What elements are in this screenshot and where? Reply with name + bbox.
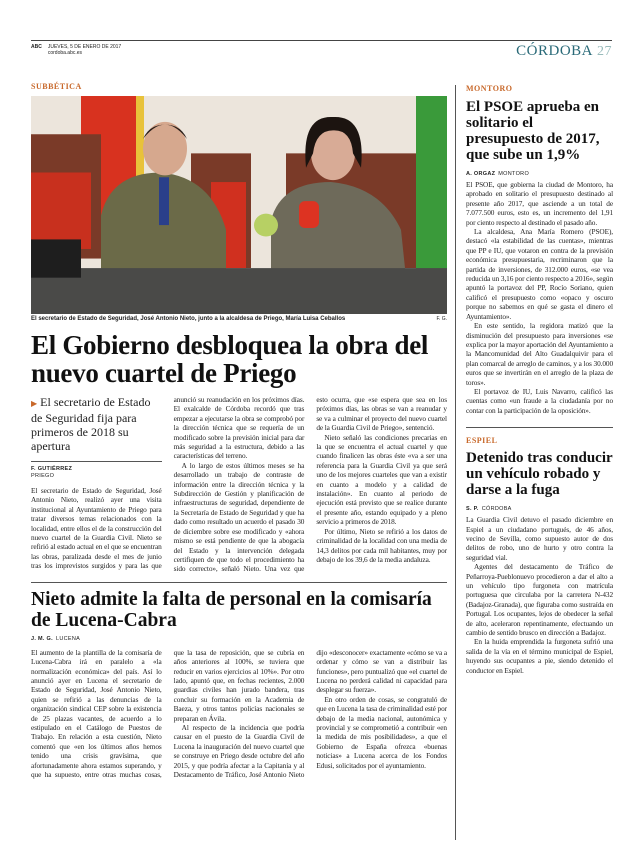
brand: ABC bbox=[31, 44, 42, 50]
montoro-article bbox=[466, 84, 613, 415]
second-article-body bbox=[31, 648, 447, 780]
right-column bbox=[466, 84, 613, 675]
site: cordoba.abc.es bbox=[47, 50, 83, 56]
montoro-headline: El PSOE aprueba en solitario el presupuesto de 2017, que sube un 1,9% bbox=[466, 99, 600, 163]
main-headline: El Gobierno desbloquea la obra del nuevo cuartel de Priego bbox=[31, 330, 429, 388]
espiel-article bbox=[466, 436, 613, 675]
main-column bbox=[31, 82, 447, 779]
paragraph: Al respecto de la incidencia que podría causar en el puesto de la Guardia Civil de Lucena la inauguración del nuevo cuartel que se construye en Priego desde octubre del año 2015, y que podría afectar a la Capitanía y al Destacamento de Tráfico, José Antonio Nieto dijo «desconocer» exactamente «cómo se va a ordenar y cómo se van a distribuir las funciones», pero puntualizó que «el cuartel de Lucena no perderá calidad ni capacidad para desplegar su fuerza». bbox=[173, 647, 447, 779]
paragraph: Por último, Nieto se refirió a los datos de criminalidad de la localidad con una media de 14,3 delitos por cada mil habitantes, muy por debajo de los 39,6 de la media andaluza. bbox=[316, 526, 447, 564]
arrow-bullet-icon: ▶ bbox=[31, 399, 38, 408]
article-divider bbox=[466, 427, 613, 428]
author: A. ORGAZ bbox=[466, 171, 496, 177]
espiel-headline: Detenido tras conducir un vehículo robado y darse a la fuga bbox=[466, 450, 613, 499]
montoro-body bbox=[466, 180, 613, 415]
location: LUCENA bbox=[55, 635, 81, 642]
location: PRIEGO bbox=[31, 473, 55, 479]
location: MONTORO bbox=[498, 171, 530, 177]
paragraph: La Guardia Civil detuvo el pasado diciembre en Espiel a un ciudadano portugués, de 46 años, vecino de Sevilla, como supuesto autor de dos delitos de robo, uno de hurto y otro contra la seguridad vial. bbox=[466, 515, 613, 562]
caption-text: El secretario de Estado de Seguridad, José Antonio Nieto, junto a la alcaldesa de Priego, María Luisa Ceballos bbox=[31, 316, 346, 322]
page-number: 27 bbox=[597, 44, 612, 59]
second-headline: Nieto admite la falta de personal en la comisaría de Lucena-Cabra bbox=[31, 588, 432, 631]
news-photo bbox=[31, 96, 447, 314]
location: CÓRDOBA bbox=[481, 506, 512, 513]
photo-credit: F. G. bbox=[436, 316, 447, 322]
paragraph: El secretario de Estado de Seguridad, José Antonio Nieto, realizó ayer una visita institucional al Ayuntamiento de Priego para tratar diversos temas relacionados con la localidad, entre ellos el de la construcción del nuevo cuartel de la Guardia Civil. Nieto se refirió al estado actual en el que se encuentran las obras, paralizada desde el mes de junio tras los imprevistos surgidos y para las que anunció su reanudación en los próximos días. El exalcalde de Córdoba recordó que tras empezar a ejecutarse la obra se comprobó por la dirección técnica que se requería de un modificado sobre la previsión inicial para dar más seguridad a la estructura, debido a las características del terreno. bbox=[31, 395, 305, 571]
date: JUEVES, 5 DE ENERO DE 2017 bbox=[47, 44, 122, 50]
paragraph: El portavoz de IU, Luis Navarro, calificó las cuentas como «un fraude a la ciudadanía por no contar con la participación de la oposición». bbox=[466, 386, 613, 415]
main-article bbox=[31, 395, 447, 574]
section-label: ESPIEL bbox=[466, 436, 498, 446]
section-header bbox=[516, 43, 612, 60]
main-byline bbox=[31, 461, 162, 480]
author: F. GUTIÉRREZ bbox=[31, 466, 73, 472]
paragraph: En otro orden de cosas, se congratuló de que en Lucena la tasa de criminalidad esté por debajo de la media nacional, autonómica y provincial y se comprometió a contribuir «en la medida de mis posibilidades», a que el Gobierno de España ofrezca «buenas noticias» a Lucena acerca de los Fondos Edusi, solicitados por el ayuntamiento. bbox=[316, 694, 447, 770]
page-header-info bbox=[31, 44, 121, 56]
paragraph: En este sentido, la regidora matizó que la disminución del presupuesto para inversiones «se explica por la mayor aportación del Ayuntamiento a la Mancomunidad del Alto Guadalquivir para el plan comarcal de arreglo de caminos, y a los 30.000 euros que se invertirán en el arreglo de la plaza de toros». bbox=[466, 321, 613, 387]
paragraph: La alcaldesa, Ana María Romero (PSOE), destacó «la estabilidad de las cuentas», mientras que PP e IU, que votaron en contra de la previsión económica presupuestaria, recriminaron que la partida de inversiones, de 312.000 euros, «se vea reducida un 3,16 por ciento respecto a 2016», según apuntó la portavoz del PP, Rocío Soriano, quien calificó el presupuesto como «opaco y oscuro porque no sabemos en qué se gasta el dinero el Ayuntamiento». bbox=[466, 227, 613, 321]
author: S. P. bbox=[466, 506, 479, 513]
paragraph: Agentes del destacamento de Tráfico de Peñarroya-Pueblonuevo procedieron a dar el alto a un vehículo tipo furgoneta con matrícula portuguesa que circulaba por la carretera N-432 (Badajoz-Granada), que figuraba como sustraída en Portugal. Los ocupantes, lejos de obedecer la señal de alto, aceleraron repentinamente, efectuando un cambio de sentido brusco en dirección a Badajoz. bbox=[466, 562, 613, 638]
byline bbox=[466, 506, 613, 513]
header-rule bbox=[31, 40, 612, 41]
paragraph: En la huida emprendida la furgoneta sufrió una salida de la vía en el término municipal de Espiel, huyendo sus ocupantes a pie, siendo detenido el conductor en Espiel. bbox=[466, 637, 613, 675]
second-byline bbox=[31, 636, 447, 643]
subhead-text: El secretario de Estado de Seguridad fija para primeros de 2018 su apertura bbox=[31, 395, 151, 453]
byline bbox=[466, 171, 613, 178]
article-divider bbox=[31, 582, 447, 583]
paragraph: A lo largo de estos últimos meses se ha desarrollado un trabajo de contraste de información entre la dirección técnica y la Subdirección de Gestión y planificación de infraestructuras de seguridad, dependiente de la Secretaría de Estado de Seguridad y que ha dado como resultado un acuerdo el pasado 30 de diciembre sobre ese modificado y «ahora mismo se está pendiente de que la abogacía del Estado y la intervención delegada certifiquen de que todo el procedimiento ha sido correcto», señaló Nieto. Una vez que esto ocurra, que «se espera que sea en los próximos días, las obras se van a reanudar y se va a culminar el proyecto del nuevo cuartel de la Guardia Civil de Priego», sentenció. bbox=[173, 395, 447, 574]
author: J. M. G. bbox=[31, 635, 53, 642]
section-label: SUBBÉTICA bbox=[31, 82, 82, 91]
paragraph: El aumento de la plantilla de la comisaría de Lucena-Cabra irá en paralelo a «la normalización económica» del país. Así lo anunció ayer en Lucena el secretario de Estado de Seguridad, José Antonio Nieto, quien se refirió a las denuncias de la organización sindical CEP sobre la existencia de 25 plazas vacantes, de acuerdo a lo estipulado en el Catálogo de Puestos de Trabajo. En relación a esta cuestión, Nieto comentó que «en los últimos años hemos tenido una crisis gravísima, que afortunadamente ahora estamos superando, y que ha supuesto, entre otras muchas cosas, que la tasa de reposición, que se cubría en años anteriores al 100%, se tuviera que reducir en varios ejercicios al 10%». Por otro lado, apuntó que, en fechas recientes, 2.000 guardias civiles han jurado bandera, tras concluir su formación en la Academia de Baeza, y otros tantos policías nacionales se preparan en Ávila. bbox=[31, 647, 305, 779]
photo-caption bbox=[31, 315, 447, 323]
paragraph: Nieto señaló las condiciones precarias en la que se encuentra el actual cuartel y que cuando finalicen las obras éste «va a ser una referencia para la Guardia Civil ya que será uno de los mejores cuarteles que van a existir en cuanto a modelo y a calidad de instalación». En cuanto al periodo de ejecución está previsto que se realice durante el presente año, estando equipado y a pleno servicio a primeros de 2018. bbox=[316, 432, 447, 527]
section-label: MONTORO bbox=[466, 84, 513, 93]
subheadline bbox=[31, 395, 162, 453]
paragraph: El PSOE, que gobierna la ciudad de Montoro, ha aprobado en solitario el presupuesto destinado al presente año 2017, que asciende a un total de 7.077.500 euros, esto es, un incremento del 1,91 por ciento respecto al destinado el pasado año. bbox=[466, 180, 613, 227]
column-divider bbox=[455, 85, 456, 840]
espiel-body bbox=[466, 515, 613, 675]
section-name: CÓRDOBA bbox=[516, 43, 593, 59]
